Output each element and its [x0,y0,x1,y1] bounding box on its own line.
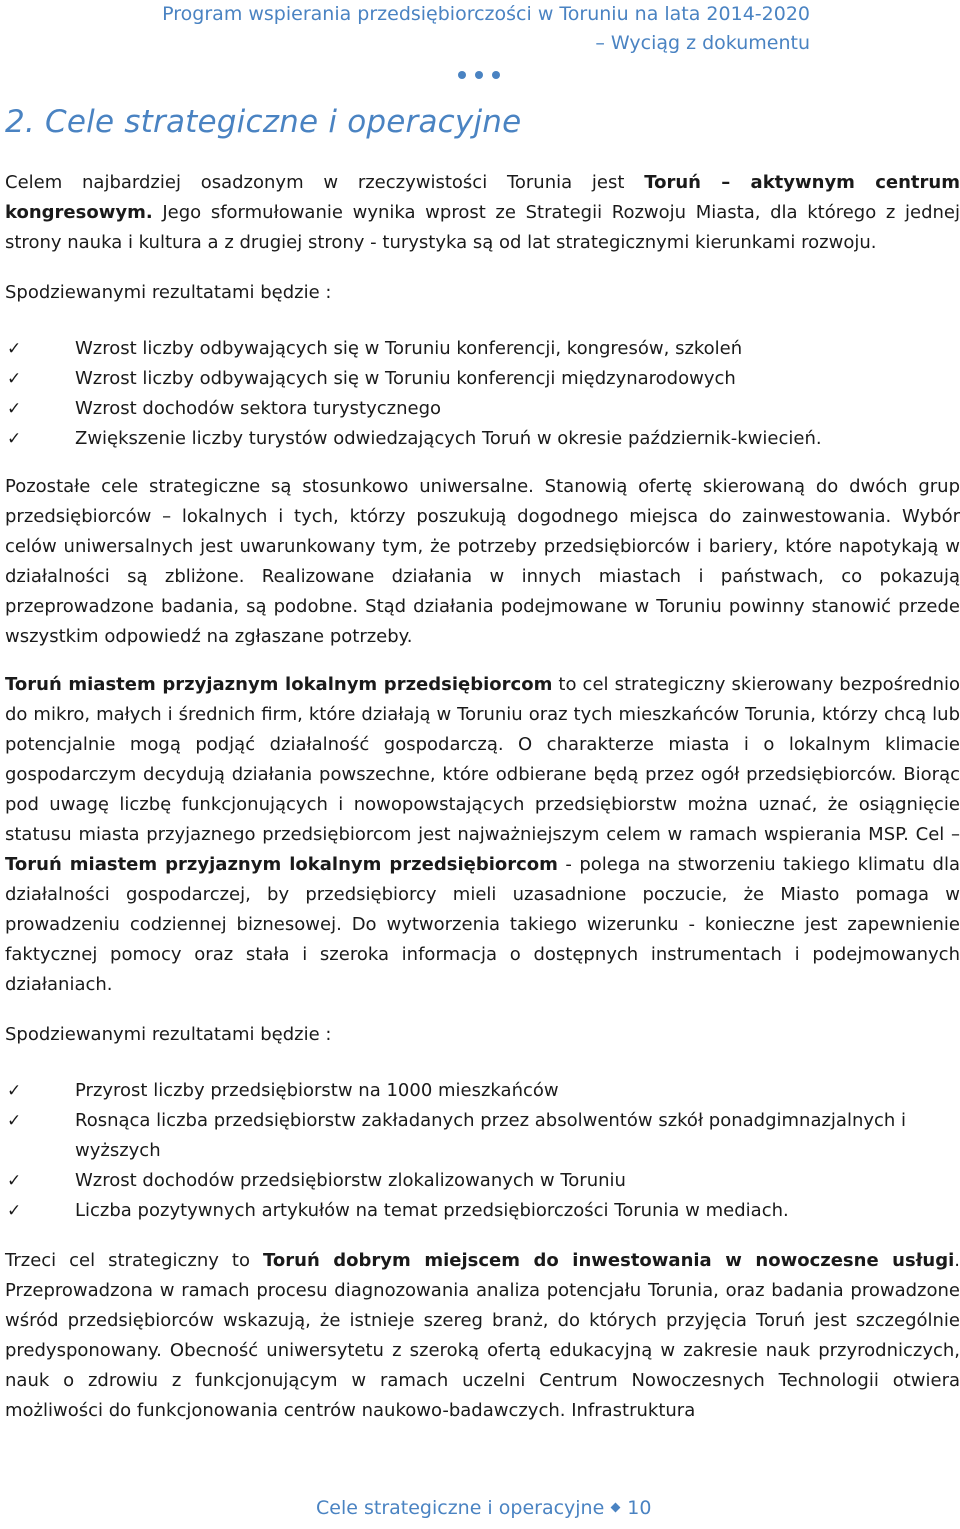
document-body [5,168,960,1426]
bullet-dot-icon [475,71,483,79]
header-dots [458,64,509,83]
bullet-dot-icon [492,71,500,79]
bold-text: Toruń dobrym miejscem do inwestowania w nowoczesne usługi [263,1250,955,1271]
list-item [5,334,960,364]
checkmark-icon: ✓ [7,1081,22,1101]
list-item-text: Rosnąca liczba przedsiębiorstw zakładanych przez absolwentów szkół ponadgimnazjalnych i wyższych [75,1110,907,1161]
header-subtitle: – Wyciąg z dokumentu [595,32,810,54]
checkmark-icon: ✓ [7,429,22,449]
page-header [90,0,810,58]
checkmark-icon: ✓ [7,1111,22,1131]
bold-text: Toruń miastem przyjaznym lokalnym przedsiębiorcom [5,854,558,875]
list-item-text: Wzrost dochodów przedsiębiorstw zlokalizowanych w Toruniu [75,1170,626,1191]
text: - polega na stworzeniu takiego klimatu dla działalności gospodarczej, by przedsiębiorcy mieli uzasadnione poczucie, że Miasto pomaga w prowadzeniu codziennej biznesowej. Do wytworzenia takiego wizerunku - konieczne jest zapewnienie faktycznej pomocy oraz stała i szeroka informacja o dostępnych instrumentach i podejmowanych działaniach. [5,854,960,995]
bold-text: Toruń miastem przyjaznym lokalnym przedsiębiorcom [5,674,553,695]
paragraph-2: Pozostałe cele strategiczne są stosunkowo uniwersalne. Stanowią ofertę skierowaną do dwóch grup przedsiębiorców – lokalnych i tych, którzy poszukują dogodnego miejsca do zainwestowania. Wybór celów uniwersalnych jest uwarunkowany tym, że potrzeby przedsiębiorców i bariery, które napotykają w działalności są zbliżone. Realizowane działania w innych miastach i państwach, co pokazują przeprowadzone badania, są podobne. Stąd działania podejmowane w Toruniu powinny stanowić przede wszystkim odpowiedź na zgłaszane potrzeby. [5,476,960,647]
list-item-text: Wzrost dochodów sektora turystycznego [75,398,442,419]
checkmark-icon: ✓ [7,1171,22,1191]
list-item-text: Wzrost liczby odbywających się w Toruniu konferencji międzynarodowych [75,368,736,389]
text: Jego sformułowanie wynika wprost ze Strategii Rozwoju Miasta, dla którego z jednej strony nauka i kultura a z drugiej strony - turystyka są od lat strategicznymi kierunkami rozwoju. [5,202,960,253]
checkmark-icon: ✓ [7,399,22,419]
paragraph-1 [5,168,960,258]
results-list-1 [5,334,960,454]
footer-section-title: Cele strategiczne i operacyjne [316,1497,605,1519]
checkmark-icon: ✓ [7,369,22,389]
list-item [5,394,960,424]
list-item-text: Zwiększenie liczby turystów odwiedzających Toruń w okresie październik-kwiecień. [75,428,822,449]
list-item [5,1076,960,1106]
results-list-2 [5,1076,960,1226]
checkmark-icon: ✓ [7,1201,22,1221]
list-item [5,424,960,454]
list-item-text: Wzrost liczby odbywających się w Toruniu konferencji, kongresów, szkoleń [75,338,743,359]
header-program-title: Program wspierania przedsiębiorczości w Toruniu na lata 2014-2020 [162,3,810,25]
paragraph-4 [5,1246,960,1426]
section-title: 2. Cele strategiczne i operacyjne [5,104,522,140]
page-number: 10 [627,1497,652,1519]
page-footer [316,1497,651,1519]
list-item [5,364,960,394]
diamond-bullet-icon [611,1503,621,1513]
list-item-text: Przyrost liczby przedsiębiorstw na 1000 mieszkańców [75,1080,559,1101]
checkmark-icon: ✓ [7,339,22,359]
text: to cel strategiczny skierowany bezpośrednio do mikro, małych i średnich firm, które działają w Toruniu oraz tych mieszkańców Torunia, którzy chcą lub potencjalnie mogą podjąć działalność gospodarczą. O charakterze miasta i o lokalnym klimacie gospodarczym decydują działania powszechne, które odbierane będą przez ogół przedsiębiorców. Biorąc pod uwagę liczbę funkcjonujących i nowopowstających przedsiębiorstw można uznać, że osiągnięcie statusu miasta przyjaznego przedsiębiorcom jest najważniejszym celem w ramach wspierania MSP. Cel – [5,674,960,845]
bold-text: Toruń – aktywnym centrum kongresowym. [5,172,960,223]
expected-results-label: Spodziewanymi rezultatami będzie : [5,1024,332,1045]
text: . Przeprowadzona w ramach procesu diagnozowania analiza potencjału Torunia, oraz badania prowadzone wśród przedsiębiorców wskazują, że istnieje szereg branż, do których przyjęcia Toruń jest szczególnie predysponowany. Obecność uniwersytetu z szeroką ofertą edukacyjną w zakresie nauk przyrodniczych, nauk o zdrowiu z funkcjonującym w ramach uczelni Centrum Nowoczesnych Technologii otwiera możliwości do funkcjonowania centrów naukowo-badawczych. Infrastruktura [5,1250,960,1421]
list-item [5,1166,960,1196]
text: Celem najbardziej osadzonym w rzeczywistości Torunia jest [5,172,645,193]
list-item-text: Liczba pozytywnych artykułów na temat przedsiębiorczości Torunia w mediach. [75,1200,789,1221]
bullet-dot-icon [458,71,466,79]
text: Trzeci cel strategiczny to [5,1250,263,1271]
paragraph-3 [5,670,960,1000]
list-item [5,1196,960,1226]
expected-results-label: Spodziewanymi rezultatami będzie : [5,282,332,303]
list-item [5,1106,960,1166]
